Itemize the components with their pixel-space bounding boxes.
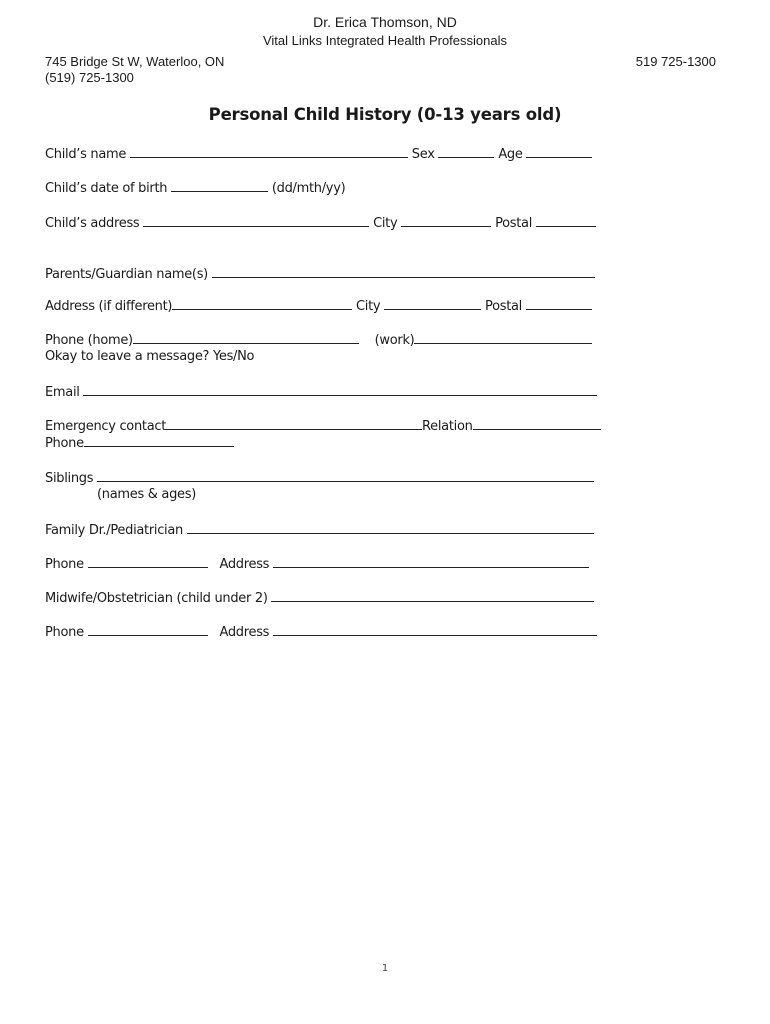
relation-field[interactable] [473,416,601,430]
childs-name-field[interactable] [130,144,408,158]
parents-label: Parents/Guardian name(s) [45,267,208,282]
row-midwife [45,588,594,607]
emergency-contact-label: Emergency contact [45,419,167,434]
postal-label: Postal [495,216,533,231]
parents-field[interactable] [212,264,595,278]
age-field[interactable] [526,144,592,158]
clinic-address: 745 Bridge St W, Waterloo, ON [45,54,225,69]
relation-label: Relation [422,419,473,434]
row-child-address [45,213,596,232]
email-field[interactable] [83,382,597,396]
family-dr-address-label: Address [219,557,270,572]
alt-postal-label: Postal [485,299,522,314]
phone-work-field[interactable] [414,330,592,344]
row-siblings [45,468,594,487]
midwife-field[interactable] [271,588,594,602]
row-email [45,382,597,401]
dob-format-hint: (dd/mth/yy) [271,181,346,196]
alt-city-field[interactable] [384,296,481,310]
childs-name-label: Child’s name [45,147,127,162]
row-child-name [45,144,592,163]
clinic-phone-left: (519) 725-1300 [45,70,134,85]
alt-address-label: Address (if different) [45,299,173,314]
doctor-name: Dr. Erica Thomson, ND [313,14,457,30]
age-label: Age [498,147,523,162]
siblings-label: Siblings [45,471,94,486]
row-emergency-phone [45,433,234,452]
emergency-contact-field[interactable] [166,416,422,430]
midwife-phone-field[interactable] [88,622,208,636]
emergency-phone-label: Phone [45,436,84,451]
postal-field[interactable] [536,213,596,227]
midwife-phone-label: Phone [45,625,84,640]
siblings-field[interactable] [97,468,594,482]
dob-field[interactable] [171,178,268,192]
clinic-phone-right: 519 725-1300 [635,54,716,69]
dob-label: Child’s date of birth [45,181,168,196]
clinic-name: Vital Links Integrated Health Professionals [262,33,507,48]
siblings-hint: (names & ages) [97,487,196,502]
sex-label: Sex [411,147,435,162]
childs-address-label: Child’s address [45,216,140,231]
family-dr-label: Family Dr./Pediatrician [45,523,183,538]
row-family-dr-contact [45,554,589,573]
midwife-address-field[interactable] [273,622,597,636]
midwife-address-label: Address [219,625,270,640]
phone-work-label: (work) [374,333,415,348]
alt-city-label: City [356,299,381,314]
row-dob [45,178,345,197]
row-alt-address [45,296,592,315]
phone-home-field[interactable] [133,330,359,344]
midwife-label: Midwife/Obstetrician (child under 2) [45,591,268,606]
page-number: 1 [381,963,389,974]
phone-home-label: Phone (home) [45,333,133,348]
form-title: Personal Child History (0-13 years old) [208,105,562,124]
email-label: Email [45,385,80,400]
family-dr-field[interactable] [187,520,594,534]
row-parents [45,264,595,283]
row-midwife-contact [45,622,597,641]
city-field[interactable] [401,213,491,227]
family-dr-address-field[interactable] [273,554,589,568]
city-label: City [373,216,398,231]
sex-field[interactable] [438,144,494,158]
alt-postal-field[interactable] [526,296,592,310]
emergency-phone-field[interactable] [84,433,234,447]
childs-address-field[interactable] [143,213,369,227]
row-phones [45,330,592,349]
leave-message-question: Okay to leave a message? Yes/No [45,349,255,364]
family-dr-phone-field[interactable] [88,554,208,568]
row-family-dr [45,520,594,539]
family-dr-phone-label: Phone [45,557,84,572]
alt-address-field[interactable] [172,296,352,310]
